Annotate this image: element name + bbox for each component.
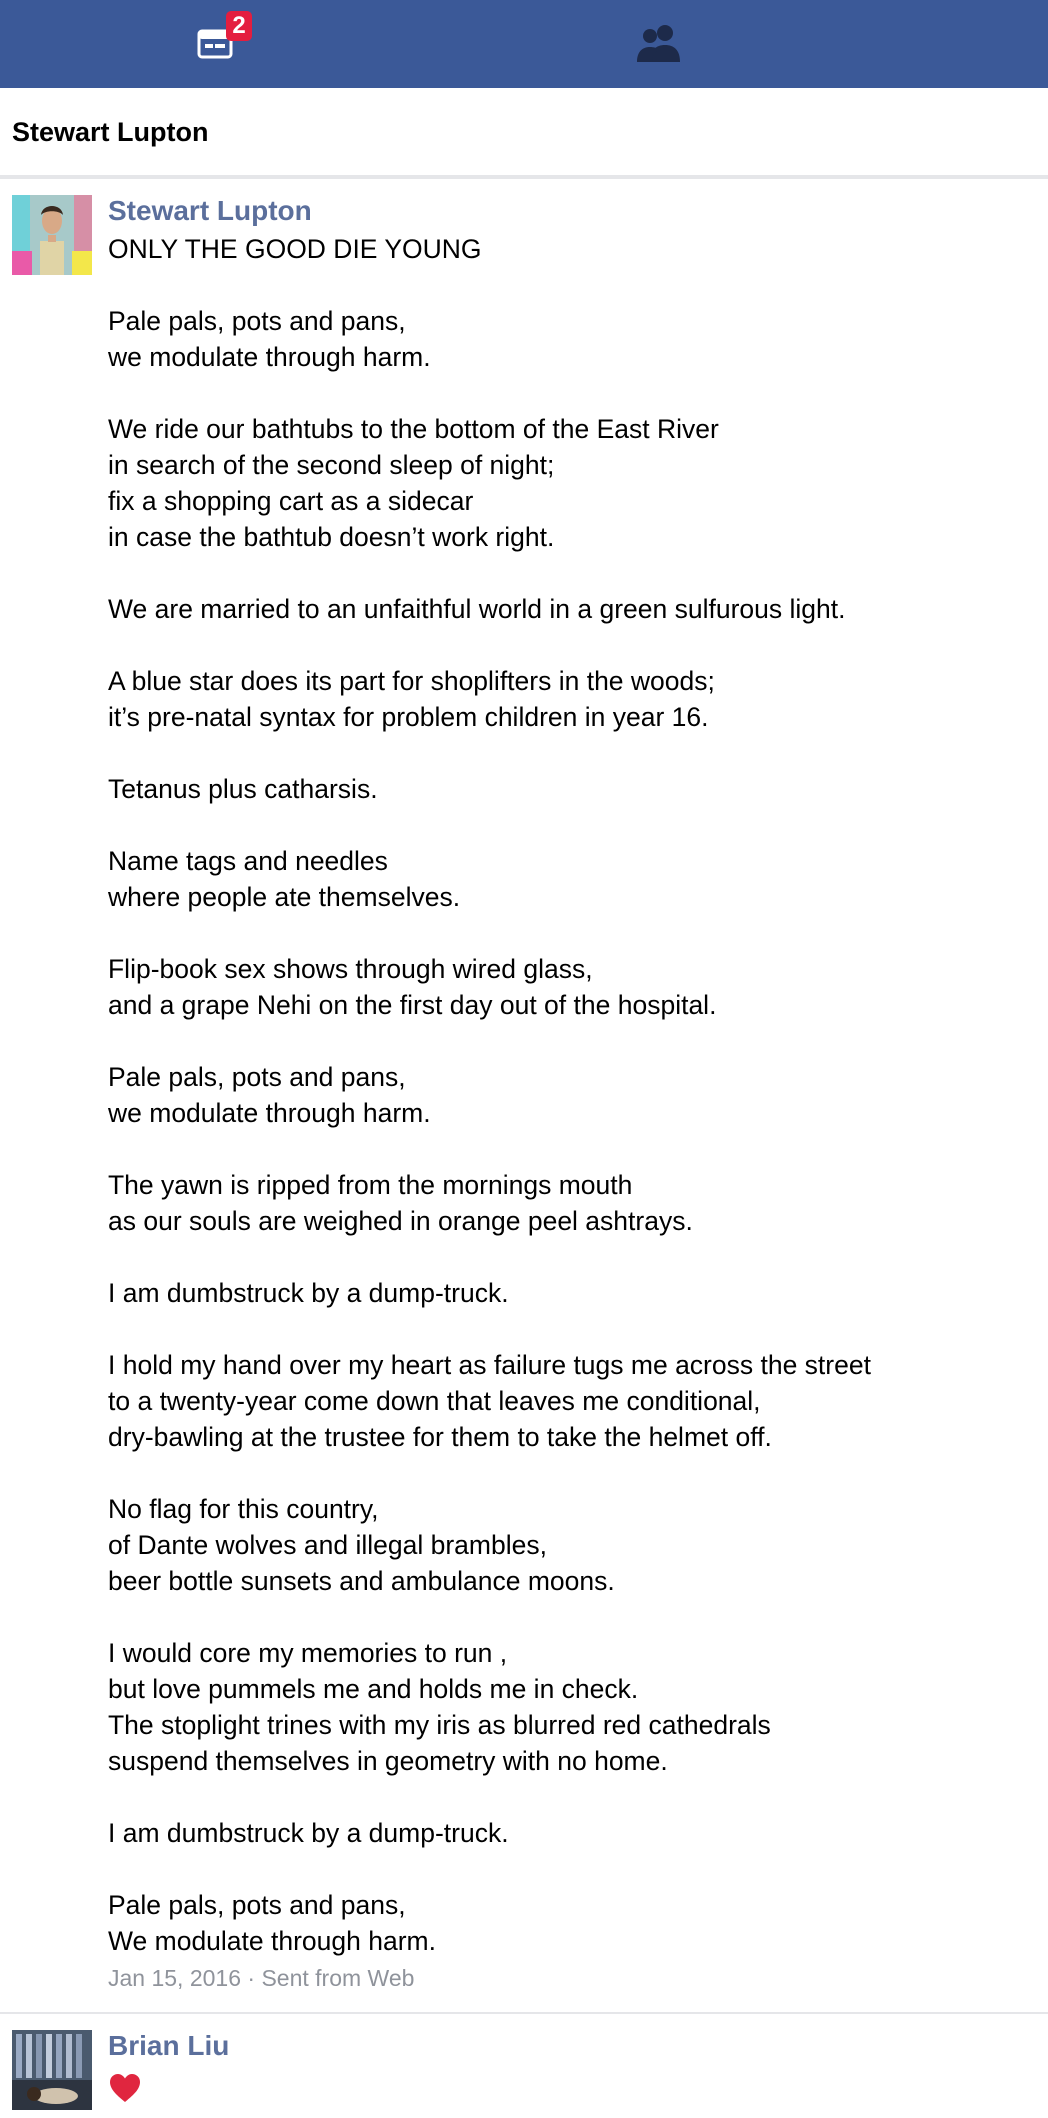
message-line: A blue star does its part for shoplifters in the woods; <box>108 666 715 696</box>
tab-messages[interactable] <box>167 0 267 88</box>
message-line: we modulate through harm. <box>108 342 431 372</box>
message-line <box>108 627 1028 663</box>
message-line: Name tags and needles <box>108 846 388 876</box>
sender-name[interactable]: Stewart Lupton <box>108 195 312 226</box>
message-line: Tetanus plus catharsis. <box>108 774 378 804</box>
divider <box>0 175 1048 179</box>
message-line: Pale pals, pots and pans, <box>108 1062 406 1092</box>
message-line: as our souls are weighed in orange peel ashtrays. <box>108 1206 693 1236</box>
avatar-image <box>12 2030 92 2110</box>
message-line <box>108 375 1028 411</box>
message-text <box>108 231 1028 1959</box>
message-line: We modulate through harm. <box>108 1926 436 1956</box>
message-line: fix a shopping cart as a sidecar <box>108 486 474 516</box>
message-line: suspend themselves in geometry with no home. <box>108 1746 668 1776</box>
heart-icon <box>108 2072 142 2104</box>
message-line <box>108 1851 1028 1887</box>
notification-badge: 2 <box>226 11 252 41</box>
message-line: Pale pals, pots and pans, <box>108 1890 406 1920</box>
message-line: in case the bathtub doesn’t work right. <box>108 522 555 552</box>
message-line: We ride our bathtubs to the bottom of the East River <box>108 414 719 444</box>
message-line <box>108 1779 1028 1815</box>
message-line: we modulate through harm. <box>108 1098 431 1128</box>
message-line <box>108 1131 1028 1167</box>
message-line: I hold my hand over my heart as failure tugs me across the street <box>108 1350 871 1380</box>
message-line: I would core my memories to run , <box>108 1638 508 1668</box>
message-line: of Dante wolves and illegal brambles, <box>108 1530 547 1560</box>
message-line: to a twenty-year come down that leaves me conditional, <box>108 1386 761 1416</box>
message-line: where people ate themselves. <box>108 882 461 912</box>
friends-icon <box>636 22 682 64</box>
message-line: dry-bawling at the trustee for them to take the helmet off. <box>108 1422 772 1452</box>
message-line: No flag for this country, <box>108 1494 379 1524</box>
message-line <box>108 267 1028 303</box>
message-line <box>108 735 1028 771</box>
message-line: ONLY THE GOOD DIE YOUNG <box>108 234 482 264</box>
sender-name[interactable]: Brian Liu <box>108 2030 230 2061</box>
divider <box>0 2012 1048 2014</box>
message-line: Pale pals, pots and pans, <box>108 306 406 336</box>
avatar-image <box>12 195 92 275</box>
message-line: it’s pre-natal syntax for problem children in year 16. <box>108 702 709 732</box>
thread-title: Stewart Lupton <box>12 117 209 147</box>
message-line <box>108 1455 1028 1491</box>
message-line: but love pummels me and holds me in check. <box>108 1674 639 1704</box>
message-line: Flip-book sex shows through wired glass, <box>108 954 593 984</box>
message-line: and a grape Nehi on the first day out of the hospital. <box>108 990 717 1020</box>
message-line <box>108 555 1028 591</box>
message-line: The yawn is ripped from the mornings mouth <box>108 1170 633 1200</box>
message-line: in search of the second sleep of night; <box>108 450 555 480</box>
message-line: I am dumbstruck by a dump-truck. <box>108 1818 509 1848</box>
message-line <box>108 1599 1028 1635</box>
message-line <box>108 1311 1028 1347</box>
message-line <box>108 1239 1028 1275</box>
top-nav-bar <box>0 0 1048 88</box>
avatar[interactable] <box>12 2030 92 2110</box>
tab-friends[interactable] <box>608 0 708 88</box>
message-line <box>108 807 1028 843</box>
message-line: I am dumbstruck by a dump-truck. <box>108 1278 509 1308</box>
message-meta: Jan 15, 2016 · Sent from Web <box>108 1965 415 1991</box>
message-line: beer bottle sunsets and ambulance moons. <box>108 1566 615 1596</box>
avatar[interactable] <box>12 195 92 275</box>
message-line: The stoplight trines with my iris as blurred red cathedrals <box>108 1710 771 1740</box>
message-line <box>108 1023 1028 1059</box>
message-line <box>108 915 1028 951</box>
message-line: We are married to an unfaithful world in a green sulfurous light. <box>108 594 846 624</box>
